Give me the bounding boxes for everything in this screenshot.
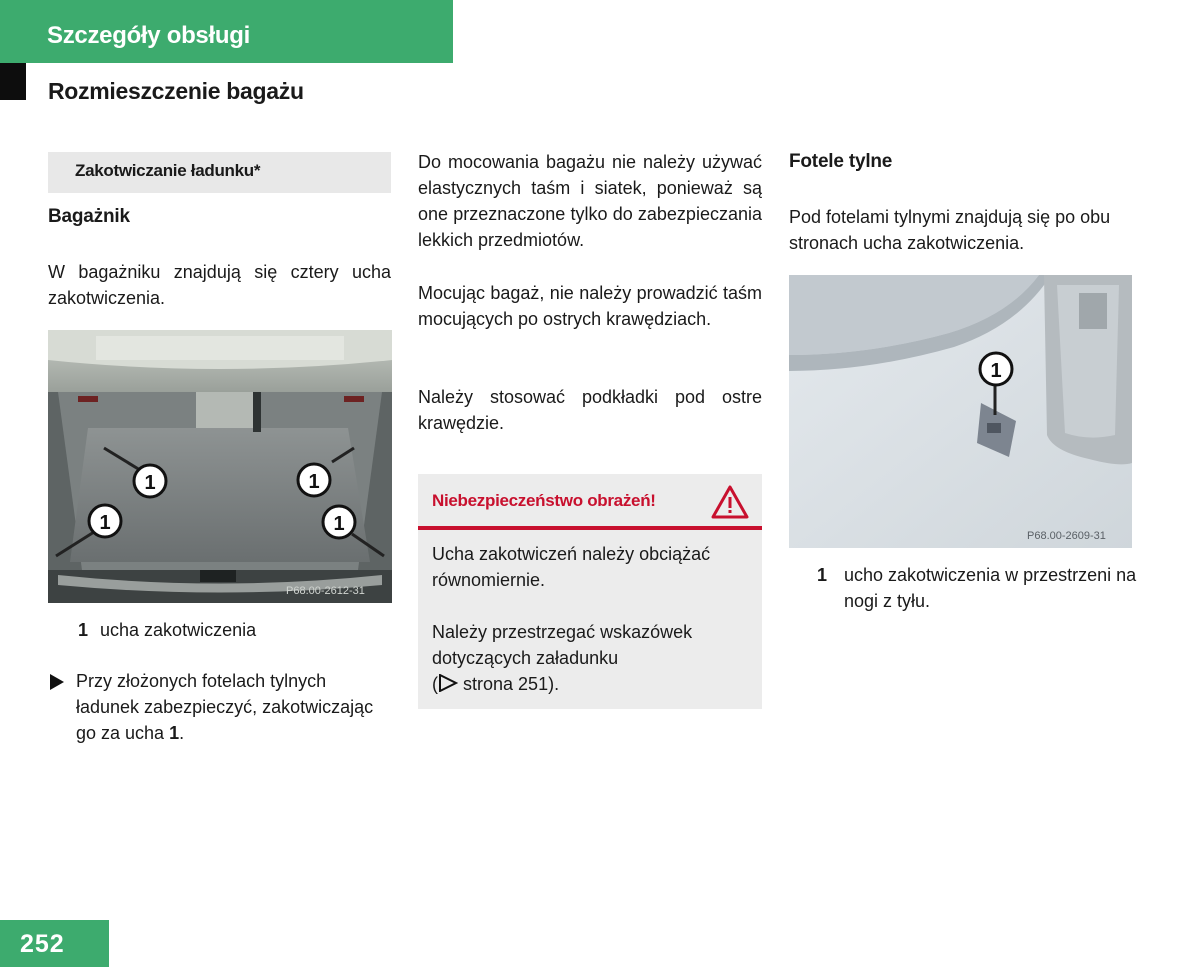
section-header (0, 0, 453, 63)
callout-marker (980, 353, 1012, 385)
trunk-legend (78, 617, 256, 643)
middle-paragraph-2: Mocując bagaż, nie należy prowadzić taśm mocujących po ostrych krawędziach. (418, 283, 762, 329)
cargo-anchoring-label: Zakotwiczanie ładunku* (75, 161, 261, 180)
svg-text:1: 1 (308, 471, 320, 493)
callout-marker (323, 506, 355, 538)
svg-text:1: 1 (144, 472, 156, 494)
warning-title: Niebezpieczeństwo obrażeń! (432, 491, 656, 510)
rear-seats-subheading: Fotele tylne (789, 151, 893, 172)
warning-divider (418, 526, 762, 530)
warning-triangle-icon (710, 484, 750, 520)
section-title: Szczegóły obsługi (47, 22, 250, 49)
page-reference-icon (438, 674, 458, 692)
middle-paragraph-3: Należy stosować podkładki pod ostre krawędzie. (418, 387, 762, 433)
rear-seats-legend (817, 562, 1137, 614)
trunk-subheading: Bagażnik (48, 206, 130, 227)
legend-text: ucha zakotwiczenia (100, 620, 257, 640)
page-number: 252 (20, 930, 65, 958)
svg-text:1: 1 (99, 512, 111, 534)
middle-paragraph-1: Do mocowania bagażu nie należy używać elastycznych taśm i siatek, ponieważ są one przeznaczone tylko do zabezpieczania lekkich przedmiotów. (418, 152, 762, 250)
cargo-anchoring-box (48, 152, 391, 193)
warning-paragraph-1: Ucha zakotwiczeń należy obciążać równomiernie. (432, 544, 711, 590)
arrow-bullet-icon (50, 674, 64, 690)
legend-text: ucho zakotwiczenia w przestrzeni na nogi z tyłu. (844, 565, 1137, 611)
svg-text:1: 1 (333, 513, 345, 535)
warning-paragraph-2: Należy przestrzegać wskazówek dotyczących załadunku ( strona 251). (432, 622, 693, 694)
legend-number: 1 (78, 620, 89, 640)
page-title: Rozmieszczenie bagażu (48, 78, 304, 104)
rear-footwell-photo (789, 275, 1132, 548)
trunk-photo (48, 330, 392, 603)
photo-code: P68.00-2612-31 (286, 585, 365, 597)
callout-marker (134, 465, 166, 497)
legend-number: 1 (817, 565, 828, 585)
callout-marker (298, 464, 330, 496)
instruction: Przy złożonych fotelach tylnych ładunek zabezpieczyć, zakotwiczając go za ucha 1. (76, 671, 374, 743)
chapter-marker (0, 63, 26, 100)
warning-box (418, 474, 762, 709)
page-number-box (0, 920, 109, 967)
callout-marker (89, 505, 121, 537)
trunk-illustration (48, 330, 392, 603)
trunk-intro: W bagażniku znajdują się cztery ucha zakotwiczenia. (48, 262, 391, 308)
photo-code: P68.00-2609-31 (1027, 530, 1106, 542)
rear-footwell-illustration (789, 275, 1132, 548)
rear-seats-intro: Pod fotelami tylnymi znajdują się po obu stronach ucha zakotwiczenia. (789, 207, 1111, 253)
svg-text:1: 1 (990, 360, 1002, 382)
